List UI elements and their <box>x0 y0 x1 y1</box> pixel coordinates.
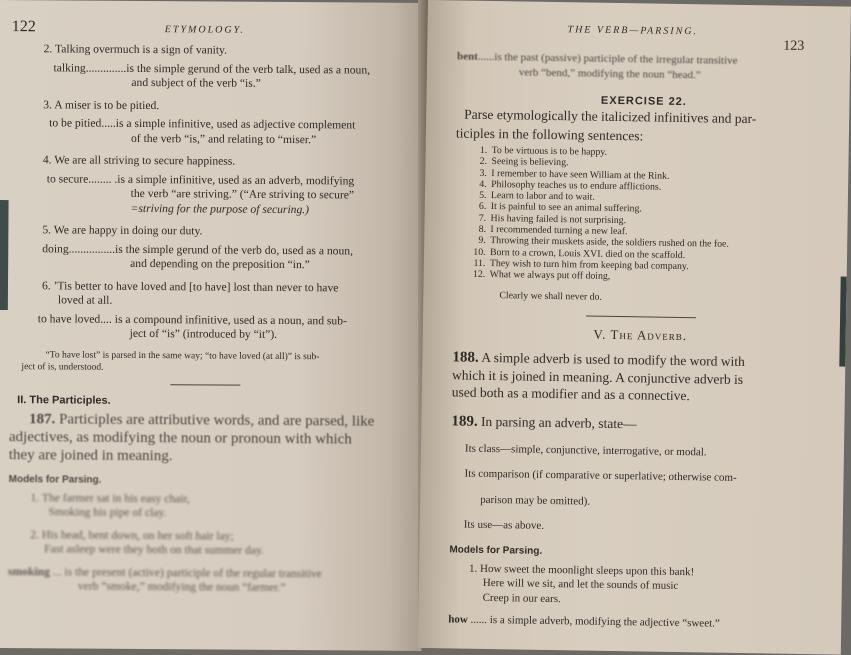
parse-entry: to have loved.... is a compound infinitive, used as a noun, and sub- ject of “is” (introduced by “it”). <box>10 312 402 344</box>
parse-entry: to be pitied.....is a simple infinitive, used as adjective complement of the verb “is,” and relating to “miser.” <box>11 116 403 148</box>
parse-text: is a simple infinitive, used as adjective complement <box>115 116 356 132</box>
paragraph-text: they are joined in meaning. <box>8 446 173 464</box>
left-page <box>0 0 426 651</box>
note-text: ject of is, understood. <box>21 361 104 373</box>
paragraph-text: which it is joined in meaning. A conjunctive adverb is <box>452 367 744 387</box>
exercise-item: 2. Seeing is believing. <box>489 156 830 173</box>
parse-term: smoking <box>7 564 50 578</box>
model-examples: 1. The farmer sat in his easy chair, Smoking his pipe of clay. 2. His head, bent down, on her soft hair lay; Fast asleep were they both on that summer day. smoking ... is the present (active) participle of the regular transitive verb “smoke,” modifying the noun “farmer.” <box>8 491 401 597</box>
parse-rule: Its comparison (if comparative or superlative; otherwise com- <box>464 467 737 485</box>
exercise-item: 4. Philosophy teaches us to endure afflictions. <box>489 179 830 196</box>
parse-entry: talking..............is the simple gerund of the verb talk, used as a noun, and subject of the verb “is.” <box>11 61 403 93</box>
paragraph-text: used both as a modifier and as a connective. <box>451 384 690 403</box>
parse-rule-cont: parison may be omitted). <box>480 493 591 508</box>
parse-term: to be pitied <box>49 116 102 130</box>
exercise-list <box>454 144 831 285</box>
example-sentence: 3. A miser is to be pitied. <box>43 97 160 112</box>
paragraph-text: Participles are attributive words, and are parsed, like <box>59 410 375 430</box>
parse-rule: Its use—as above. <box>463 518 545 533</box>
page-edge-shadow <box>839 277 846 367</box>
parse-term: bent <box>457 50 478 63</box>
parse-entry: bent......is the past (passive) participle of the irregular transitive verb “bend,” modifying the noun “head.” <box>457 49 832 84</box>
parse-text: is the present (active) participle of the regular transitive <box>64 564 322 580</box>
model-line: Fast asleep were they both on that summer day. <box>44 542 265 557</box>
paragraph-number: 187. <box>29 410 56 427</box>
model-line: Smoking his pipe of clay. <box>48 505 167 520</box>
parse-text: verb “bend,” modifying the noun “head.” <box>518 65 701 81</box>
exercise-item: 8. I recommended turning a new leaf. <box>488 224 829 241</box>
parse-text: is the simple gerund of the verb talk, used as a noun, <box>126 61 371 77</box>
parse-text: ject of “is” (introduced by “it”). <box>129 326 278 341</box>
paragraph-text: In parsing an adverb, state— <box>480 413 637 431</box>
example-sentence: 2. Talking overmuch is a sign of vanity. <box>43 42 228 57</box>
paragraph-text: adjectives, as modifying the noun or pronoun with which <box>8 428 352 447</box>
exercise-item: 12. What we always put off doing, <box>488 269 829 286</box>
model-line: 1. The farmer sat in his easy chair, <box>30 490 190 505</box>
running-title-left: ETYMOLOGY. <box>164 24 245 36</box>
paragraph-188 <box>452 348 828 406</box>
exercise-instructions: Parse etymologically the italicized infinitives and par- <box>464 106 757 127</box>
parse-term: to have loved <box>37 311 101 326</box>
models-heading-left: Models for Parsing. <box>8 473 102 486</box>
paragraph-text: A simple adverb is used to modify the word with <box>481 349 745 369</box>
example-sentence-cont: loved at all. <box>57 293 113 307</box>
parse-text: is the simple gerund of the verb do, used as a noun, <box>115 242 354 257</box>
parse-text: is the past (passive) participle of the irregular transitive <box>494 51 738 67</box>
exercise-item: 7. His having failed is not surprising. <box>488 213 829 230</box>
parse-text: =striving for the purpose of securing.) <box>130 201 310 216</box>
parse-text: is a simple adverb, modifying the adjective “sweet.” <box>489 614 720 630</box>
divider <box>170 384 240 385</box>
parse-rule: Its class—simple, conjunctive, interrogative, or modal. <box>464 442 707 459</box>
left-running-head <box>12 18 404 39</box>
paragraph-187 <box>9 410 401 467</box>
model-line: Here will we sit, and let the sounds of music <box>482 577 679 593</box>
divider <box>586 315 696 318</box>
exercise-item-cont: Clearly we shall never do. <box>499 290 602 304</box>
note-text: “To have lost” is parsed in the same way; “to have loved (at all)” is sub- <box>45 349 320 362</box>
parse-text: is a compound infinitive, used as a noun, and sub- <box>114 312 347 327</box>
parse-text: of the verb “is,” and relating to “miser.” <box>130 131 317 146</box>
model-line: Creep in our ears. <box>482 591 561 605</box>
running-title-right: THE VERB—PARSING. <box>567 24 699 38</box>
exercise-title: EXERCISE 22. <box>600 94 688 109</box>
parse-text: and depending on the preposition “in.” <box>130 256 310 272</box>
right-page: THE VERB—PARSING. 123 bent......is the past (passive) participle of the irregular transitive verb “bend,” modifying the noun “head.” EXERCISE 22. Parse etymologically the italicized infinitives and par- ticiples in the following sentences: 1. To be virtuous is to be happy. 2. Seeing is believing. 3. I remember to have seen William at the Rink. 4. Philosophy teaches us to endure afflictions. 5. Learn to labor and to wait. 6. It is painful to see an animal suffering. 7. His having failed is not surprising. 8. I recommended turning a new leaf. 9. Throwing their muskets aside, the soldiers rushed on the foe. 10. Born to a crown, Louis XVI. died on the scaffold. 11. They wish to turn him from keeping bad company. 12. What we always put off doing, Clearly we shall never do. V. The Adverb. 188. A simple adverb is used to modify the word with which it is joined in meaning. A conjunctive adverb is used both as a modifier and as a connective. 189. In parsing an adverb, state— Its class—simple, conjunctive, interrogative, or modal. Its comparison (if comparative or superlative; otherwise com- parison may be omitted). Its use—as above. Models for Parsing. 1. How sweet the moonlight sleeps upon this bank! Here will we sit, and let the sounds of music Creep in our ears. how ...... is a simple adverb, modifying the adjective “sweet.” <box>418 0 851 655</box>
paragraph-number: 188. <box>452 349 479 366</box>
parse-term: to secure <box>46 171 89 186</box>
page-number-right: 123 <box>783 38 805 54</box>
exercise-item: 10. Born to a crown, Louis XVI. died on the scaffold. <box>488 247 829 264</box>
exercise-item: 6. It is painful to see an animal suffering. <box>489 201 830 218</box>
model-line: 2. His head, bent down, on her soft hair lay; <box>30 527 234 543</box>
parse-text: is a simple infinitive, used as an adverb, modifying <box>117 172 355 187</box>
parse-term: doing <box>42 241 69 255</box>
model-line: 1. How sweet the moonlight sleeps upon this bank! <box>468 562 695 578</box>
exercise-instructions: ticiples in the following sentences: <box>455 125 644 144</box>
parse-entry: doing................is the simple gerund of the verb do, used as a noun, and depending on the preposition “in.” <box>10 242 402 274</box>
example-sentence: 5. We are happy in doing our duty. <box>42 223 203 238</box>
parse-text: the verb “are striving.” (“Are striving to secure” <box>130 186 355 202</box>
parse-term: talking <box>53 60 86 75</box>
parse-entry: to secure........ .is a simple infinitive, used as an adverb, modifying the verb “are striving.” (“Are striving to secure” =striving for the purpose of securing.) <box>10 172 402 218</box>
parse-text: verb “smoke,” modifying the noun “farmer.” <box>77 579 286 595</box>
exercise-item: 1. To be virtuous is to be happy. <box>490 145 831 162</box>
paragraph-number: 189. <box>451 413 478 430</box>
example-sentence: 4. We are all striving to secure happiness. <box>42 153 236 168</box>
section-heading-adverb: V. The Adverb. <box>593 326 688 343</box>
page-edge-shadow <box>0 200 9 310</box>
page-number-left: 122 <box>11 18 36 36</box>
exercise-item: 9. Throwing their muskets aside, the soldiers rushed on the foe. <box>488 235 829 252</box>
exercise-item: 3. I remember to have seen William at the Rink. <box>489 168 830 185</box>
section-heading-participles: II. The Participles. <box>17 393 111 407</box>
parse-text: and subject of the verb “is.” <box>131 75 261 90</box>
models-heading-right: Models for Parsing. <box>449 544 543 557</box>
exercise-item: 5. Learn to labor and to wait. <box>489 190 830 207</box>
parse-term: how <box>448 613 468 626</box>
example-sentence: 6. ’Tis better to have loved and [to have] lost than never to have <box>41 278 339 294</box>
exercise-item: 11. They wish to turn him from keeping bad company. <box>488 258 829 275</box>
